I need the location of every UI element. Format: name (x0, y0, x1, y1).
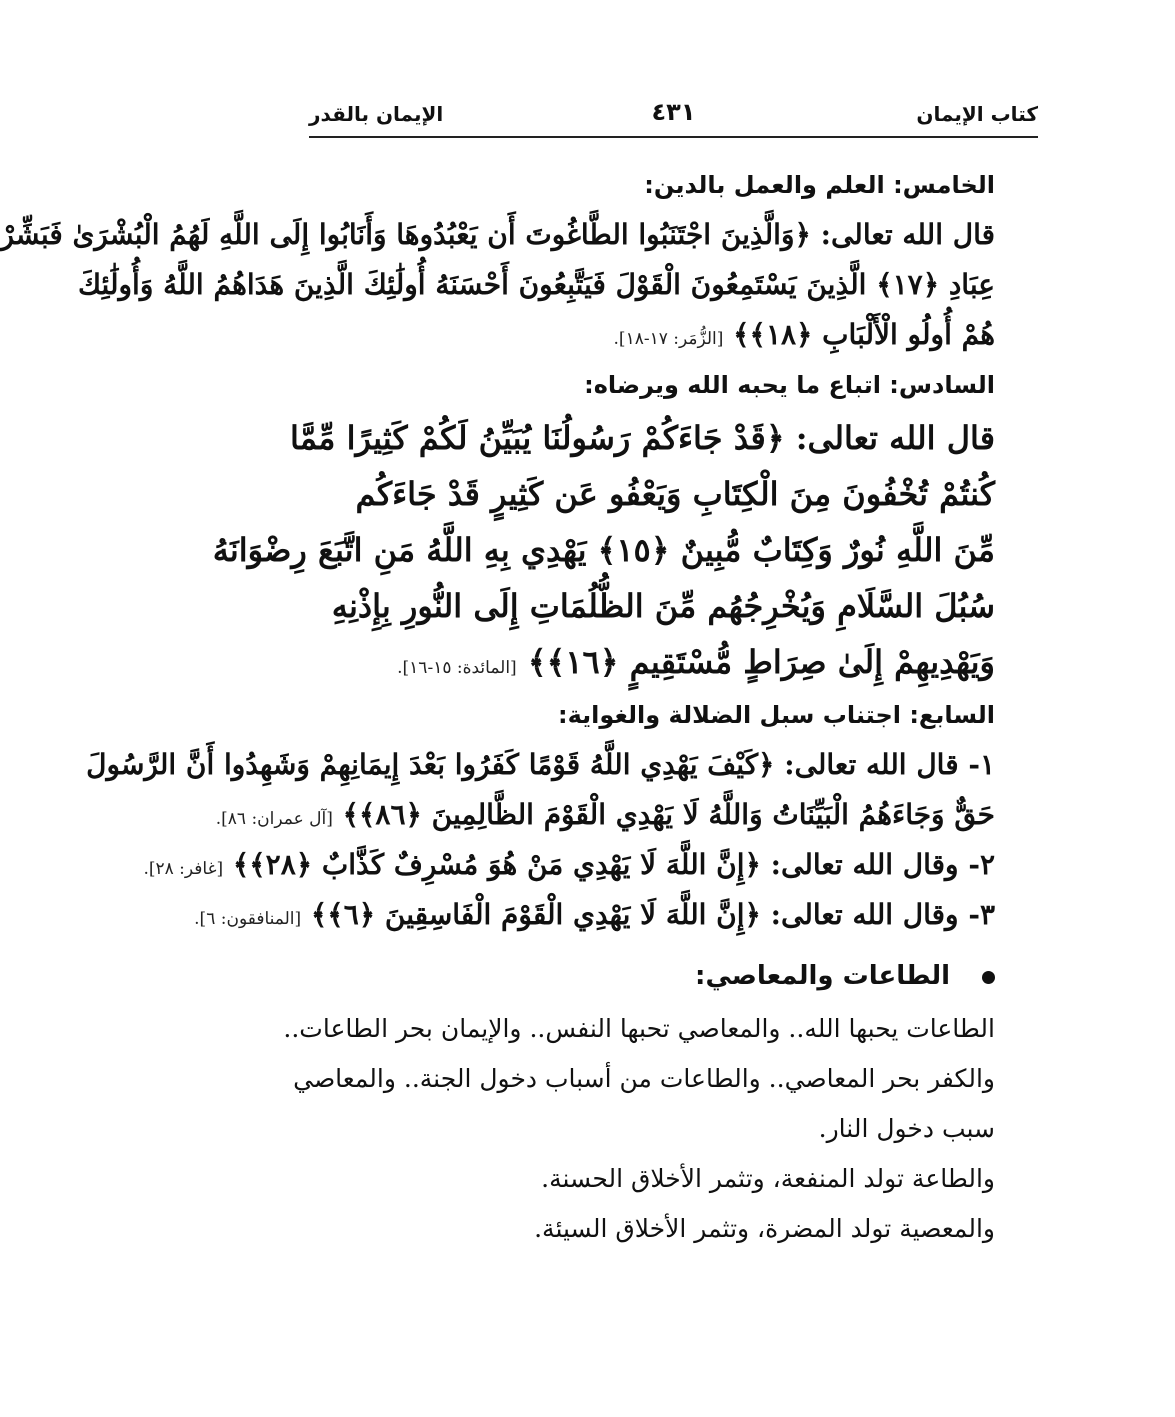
section-5-verse-line-2: عِبَادِ ﴿١٧﴾ الَّذِينَ يَسْتَمِعُونَ الْقَوْلَ فَيَتَّبِعُونَ أَحْسَنَهُ أُولَٰئِكَ الَّذِينَ هَدَاهُمُ اللَّهُ وَأُولَٰئِكَ (77, 268, 995, 301)
obedience-p1-line-1: الطاعات يحبها الله.. والمعاصي تحبها النفس.. والإيمان بحر الطاعات.. (283, 1014, 995, 1043)
section-7-item-2-citation: [غافر: ٢٨]. (143, 859, 224, 879)
section-6-heading: السادس: اتباع ما يحبه الله ويرضاه: (584, 371, 995, 399)
section-7-heading: السابع: اجتناب سبل الضلالة والغواية: (558, 701, 995, 729)
section-6-verse-line-4: سُبُلَ السَّلَامِ وَيُخْرِجُهُم مِّنَ الظُّلُمَاتِ إِلَى النُّورِ بِإِذْنِهِ (331, 587, 995, 625)
section-7-item-1-citation: [آل عمران: ٨٦]. (215, 809, 333, 829)
obedience-p1-line-3: سبب دخول النار. (818, 1114, 995, 1143)
section-7-item-2 (143, 840, 995, 890)
section-7-item-1-line-2 (215, 790, 995, 840)
section-6-verse-line-1: قال الله تعالى: ﴿قَدْ جَاءَكُمْ رَسُولُنَا يُبَيِّنُ لَكُمْ كَثِيرًا مِّمَّا (290, 419, 995, 457)
section-5-verse-line-1: قال الله تعالى: ﴿وَالَّذِينَ اجْتَنَبُوا الطَّاغُوتَ أَن يَعْبُدُوهَا وَأَنَابُوا إِلَى اللَّهِ لَهُمُ الْبُشْرَىٰ فَبَشِّرْ (0, 218, 995, 251)
section-5-heading: الخامس: العلم والعمل بالدين: (644, 171, 995, 199)
section-7-item-3-citation: [المنافقون: ٦]. (194, 909, 302, 929)
bullet-icon (982, 971, 995, 984)
obedience-p1-line-2: والكفر بحر المعاصي.. والطاعات من أسباب دخول الجنة.. والمعاصي (293, 1064, 995, 1093)
obedience-heading-row (352, 948, 995, 1004)
section-6-verse-line-5 (352, 634, 995, 690)
section-5-verse-end: هُمْ أُولُو الْأَلْبَابِ ﴿١٨﴾﴾ (733, 318, 995, 351)
section-5-verse-line-3 (352, 310, 995, 360)
obedience-heading: الطاعات والمعاصي: (695, 961, 951, 991)
section-7-item-3-verse: ٣- وقال الله تعالى: ﴿إِنَّ اللَّهَ لَا يَهْدِي الْقَوْمَ الْفَاسِقِينَ ﴿٦﴾﴾ (310, 898, 995, 931)
section-7-item-1-line-1: ١- قال الله تعالى: ﴿كَيْفَ يَهْدِي اللَّهُ قَوْمًا كَفَرُوا بَعْدَ إِيمَانِهِمْ وَشَهِدُوا أَنَّ الرَّسُولَ (86, 748, 995, 781)
obedience-p2: والطاعة تولد المنفعة، وتثمر الأخلاق الحسنة. (541, 1164, 995, 1193)
header-chapter-title: الإيمان بالقدر (309, 102, 444, 126)
page-body (0, 160, 995, 1254)
obedience-p3: والمعصية تولد المضرة، وتثمر الأخلاق السيئة. (534, 1214, 995, 1243)
section-6-verse-line-3: مِّنَ اللَّهِ نُورٌ وَكِتَابٌ مُّبِينٌ ﴿١٥﴾ يَهْدِي بِهِ اللَّهُ مَنِ اتَّبَعَ رِضْوَانَهُ (212, 531, 995, 569)
section-5-citation: [الزُّمَر: ١٧-١٨]. (613, 329, 724, 349)
section-6-verse-end: وَيَهْدِيهِمْ إِلَىٰ صِرَاطٍ مُّسْتَقِيمٍ ﴿١٦﴾﴾ (527, 643, 995, 681)
section-7-item-1-verse-end: حَقٌّ وَجَاءَهُمُ الْبَيِّنَاتُ وَاللَّهُ لَا يَهْدِي الْقَوْمَ الظَّالِمِينَ ﴿٨٦﴾﴾ (342, 798, 995, 831)
section-7-item-2-verse: ٢- وقال الله تعالى: ﴿إِنَّ اللَّهَ لَا يَهْدِي مَنْ هُوَ مُسْرِفٌ كَذَّابٌ ﴿٢٨﴾﴾ (232, 848, 995, 881)
section-6-citation: [المائدة: ١٥-١٦]. (397, 658, 517, 678)
page-number: ٤٣١ (651, 98, 696, 126)
header-book-title: كتاب الإيمان (916, 102, 1038, 126)
section-6-verse-line-2: كُنتُمْ تُخْفُونَ مِنَ الْكِتَابِ وَيَعْفُو عَن كَثِيرٍ قَدْ جَاءَكُم (355, 475, 995, 513)
running-header (309, 96, 1038, 138)
section-7-item-3 (194, 890, 995, 940)
